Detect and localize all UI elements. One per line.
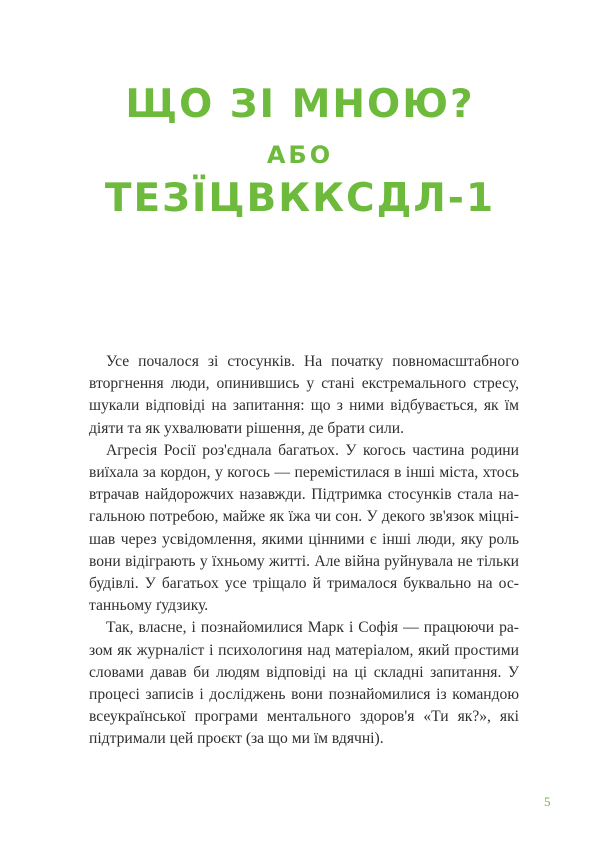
chapter-title-line-1: ЩО ЗІ МНОЮ?: [125, 82, 475, 127]
paragraph: Так, власне, і познайомилися Марк і Софія — працюючи разом як журналіст і психологиня над матеріалом, який простими словами давав би людям відповіді на ці складні запитання. У процесі записів і досліджень вони познайомилися із командою всеукраїнської програми ментального здоров'я «Ти як?», які підтримали цей проєкт (за що ми їм вдячні).: [89, 619, 519, 748]
chapter-title-line-3: ТЕЗЇЦВККСДЛ-1: [104, 176, 496, 221]
chapter-title-line-2: АБО: [266, 141, 334, 169]
paragraph: Агресія Росії роз'єднала багатьох. У когось частина родини виїхала за кордон, у когось — перемістилася в інші міста, хтось втрачав найдорожчих назавжди. Підтримка стосунків стала нагальною потребою, майже як їжа чи сон. У декого зв'язок міцнішав через усвідомлення, якими цінними є інші люди, яку роль вони відіграють у їхньому житті. Але війна руйнувала не тільки будівлі. У багатьох усе тріщало й трималося буквально на останньому ґудзику.: [89, 441, 519, 615]
body-text: [89, 351, 519, 751]
page-number: 5: [544, 794, 551, 809]
paragraph: Усе почалося зі стосунків. На початку повномасштабного вторгнення люди, опинившись у стані екстремального стресу, шукали відповіді на запитання: що з ними відбувається, як їм діяти та як ухвалювати рішення, де брати сили.: [89, 353, 519, 437]
